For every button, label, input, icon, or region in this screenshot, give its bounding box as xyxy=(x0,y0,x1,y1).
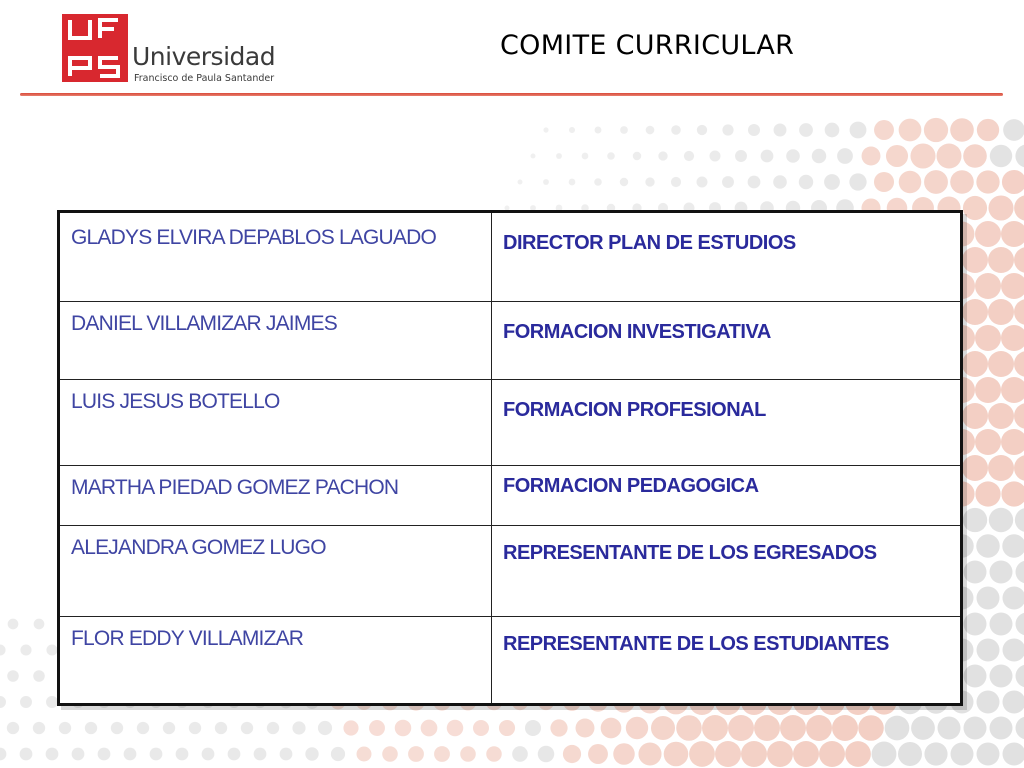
member-role: FORMACION INVESTIGATIVA xyxy=(492,302,962,380)
header-divider xyxy=(20,93,1003,96)
committee-table xyxy=(57,210,963,706)
table-row xyxy=(59,466,962,526)
member-role: REPRESENTANTE DE LOS ESTUDIANTES xyxy=(492,617,962,705)
member-name: ALEJANDRA GOMEZ LUGO xyxy=(59,526,492,617)
table-row xyxy=(59,617,962,705)
member-name: GLADYS ELVIRA DEPABLOS LAGUADO xyxy=(59,212,492,302)
table-row xyxy=(59,380,962,466)
table-row xyxy=(59,302,962,380)
university-logo xyxy=(62,14,282,84)
member-role: FORMACION PROFESIONAL xyxy=(492,380,962,466)
member-role: REPRESENTANTE DE LOS EGRESADOS xyxy=(492,526,962,617)
member-role: FORMACION PEDAGOGICA xyxy=(492,466,962,526)
member-name: LUIS JESUS BOTELLO xyxy=(59,380,492,466)
member-role: DIRECTOR PLAN DE ESTUDIOS xyxy=(492,212,962,302)
ufps-logo-icon xyxy=(62,14,128,82)
member-name: FLOR EDDY VILLAMIZAR xyxy=(59,617,492,705)
page-title: COMITE CURRICULAR xyxy=(500,30,795,61)
table-row xyxy=(59,526,962,617)
logo-subtitle: Francisco de Paula Santander xyxy=(134,73,275,84)
member-name: MARTHA PIEDAD GOMEZ PACHON xyxy=(59,466,492,526)
member-name: DANIEL VILLAMIZAR JAIMES xyxy=(59,302,492,380)
logo-wordmark: Universidad xyxy=(132,42,276,71)
table-row xyxy=(59,212,962,302)
